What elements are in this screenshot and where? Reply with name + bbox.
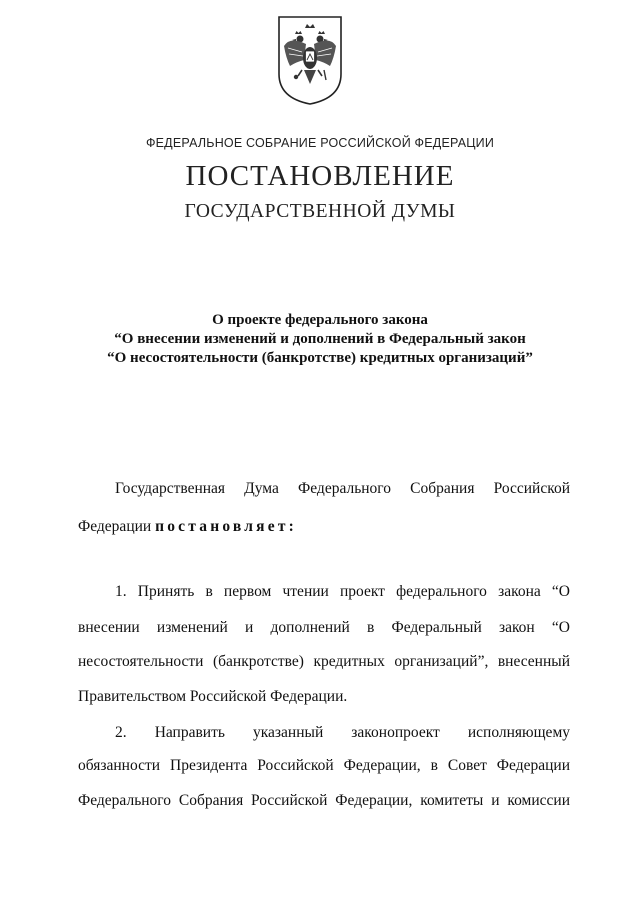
subject-line: О проекте федерального закона — [212, 312, 428, 328]
document-type-title: ПОСТАНОВЛЕНИЕ — [185, 160, 455, 192]
preamble-line — [78, 518, 297, 536]
item-1-line: 1. Принять в первом чтении проект федерального закона “О — [115, 583, 570, 600]
preamble-line: Государственная Дума Федерального Собрания Российской — [115, 480, 570, 497]
resolution-verb: постановляет: — [155, 518, 297, 535]
item-1-line: несостоятельности (банкротстве) кредитных организаций”, внесенный — [78, 653, 570, 670]
coat-of-arms-emblem — [276, 14, 344, 106]
issuing-body: ГОСУДАРСТВЕННОЙ ДУМЫ — [184, 201, 456, 222]
item-2-line: Федерального Собрания Российской Федерации, комитеты и комиссии — [78, 792, 570, 809]
item-2-line: 2. Направить указанный законопроект исполняющему — [115, 724, 570, 741]
preamble-text: Федерации — [78, 518, 152, 535]
parliament-name: ФЕДЕРАЛЬНОЕ СОБРАНИЕ РОССИЙСКОЙ ФЕДЕРАЦИИ — [145, 136, 495, 150]
item-2-line: обязанности Президента Российской Федерации, в Совет Федерации — [78, 757, 570, 774]
document-subject — [0, 311, 640, 368]
subject-line: “О внесении изменений и дополнений в Федеральный закон — [114, 331, 526, 347]
item-1-line: внесении изменений и дополнений в Федеральный закон “О — [78, 619, 570, 636]
double-headed-eagle-icon — [276, 14, 344, 106]
item-1-line: Правительством Российской Федерации. — [78, 688, 348, 705]
subject-line: “О несостоятельности (банкротстве) кредитных организаций” — [107, 350, 533, 366]
